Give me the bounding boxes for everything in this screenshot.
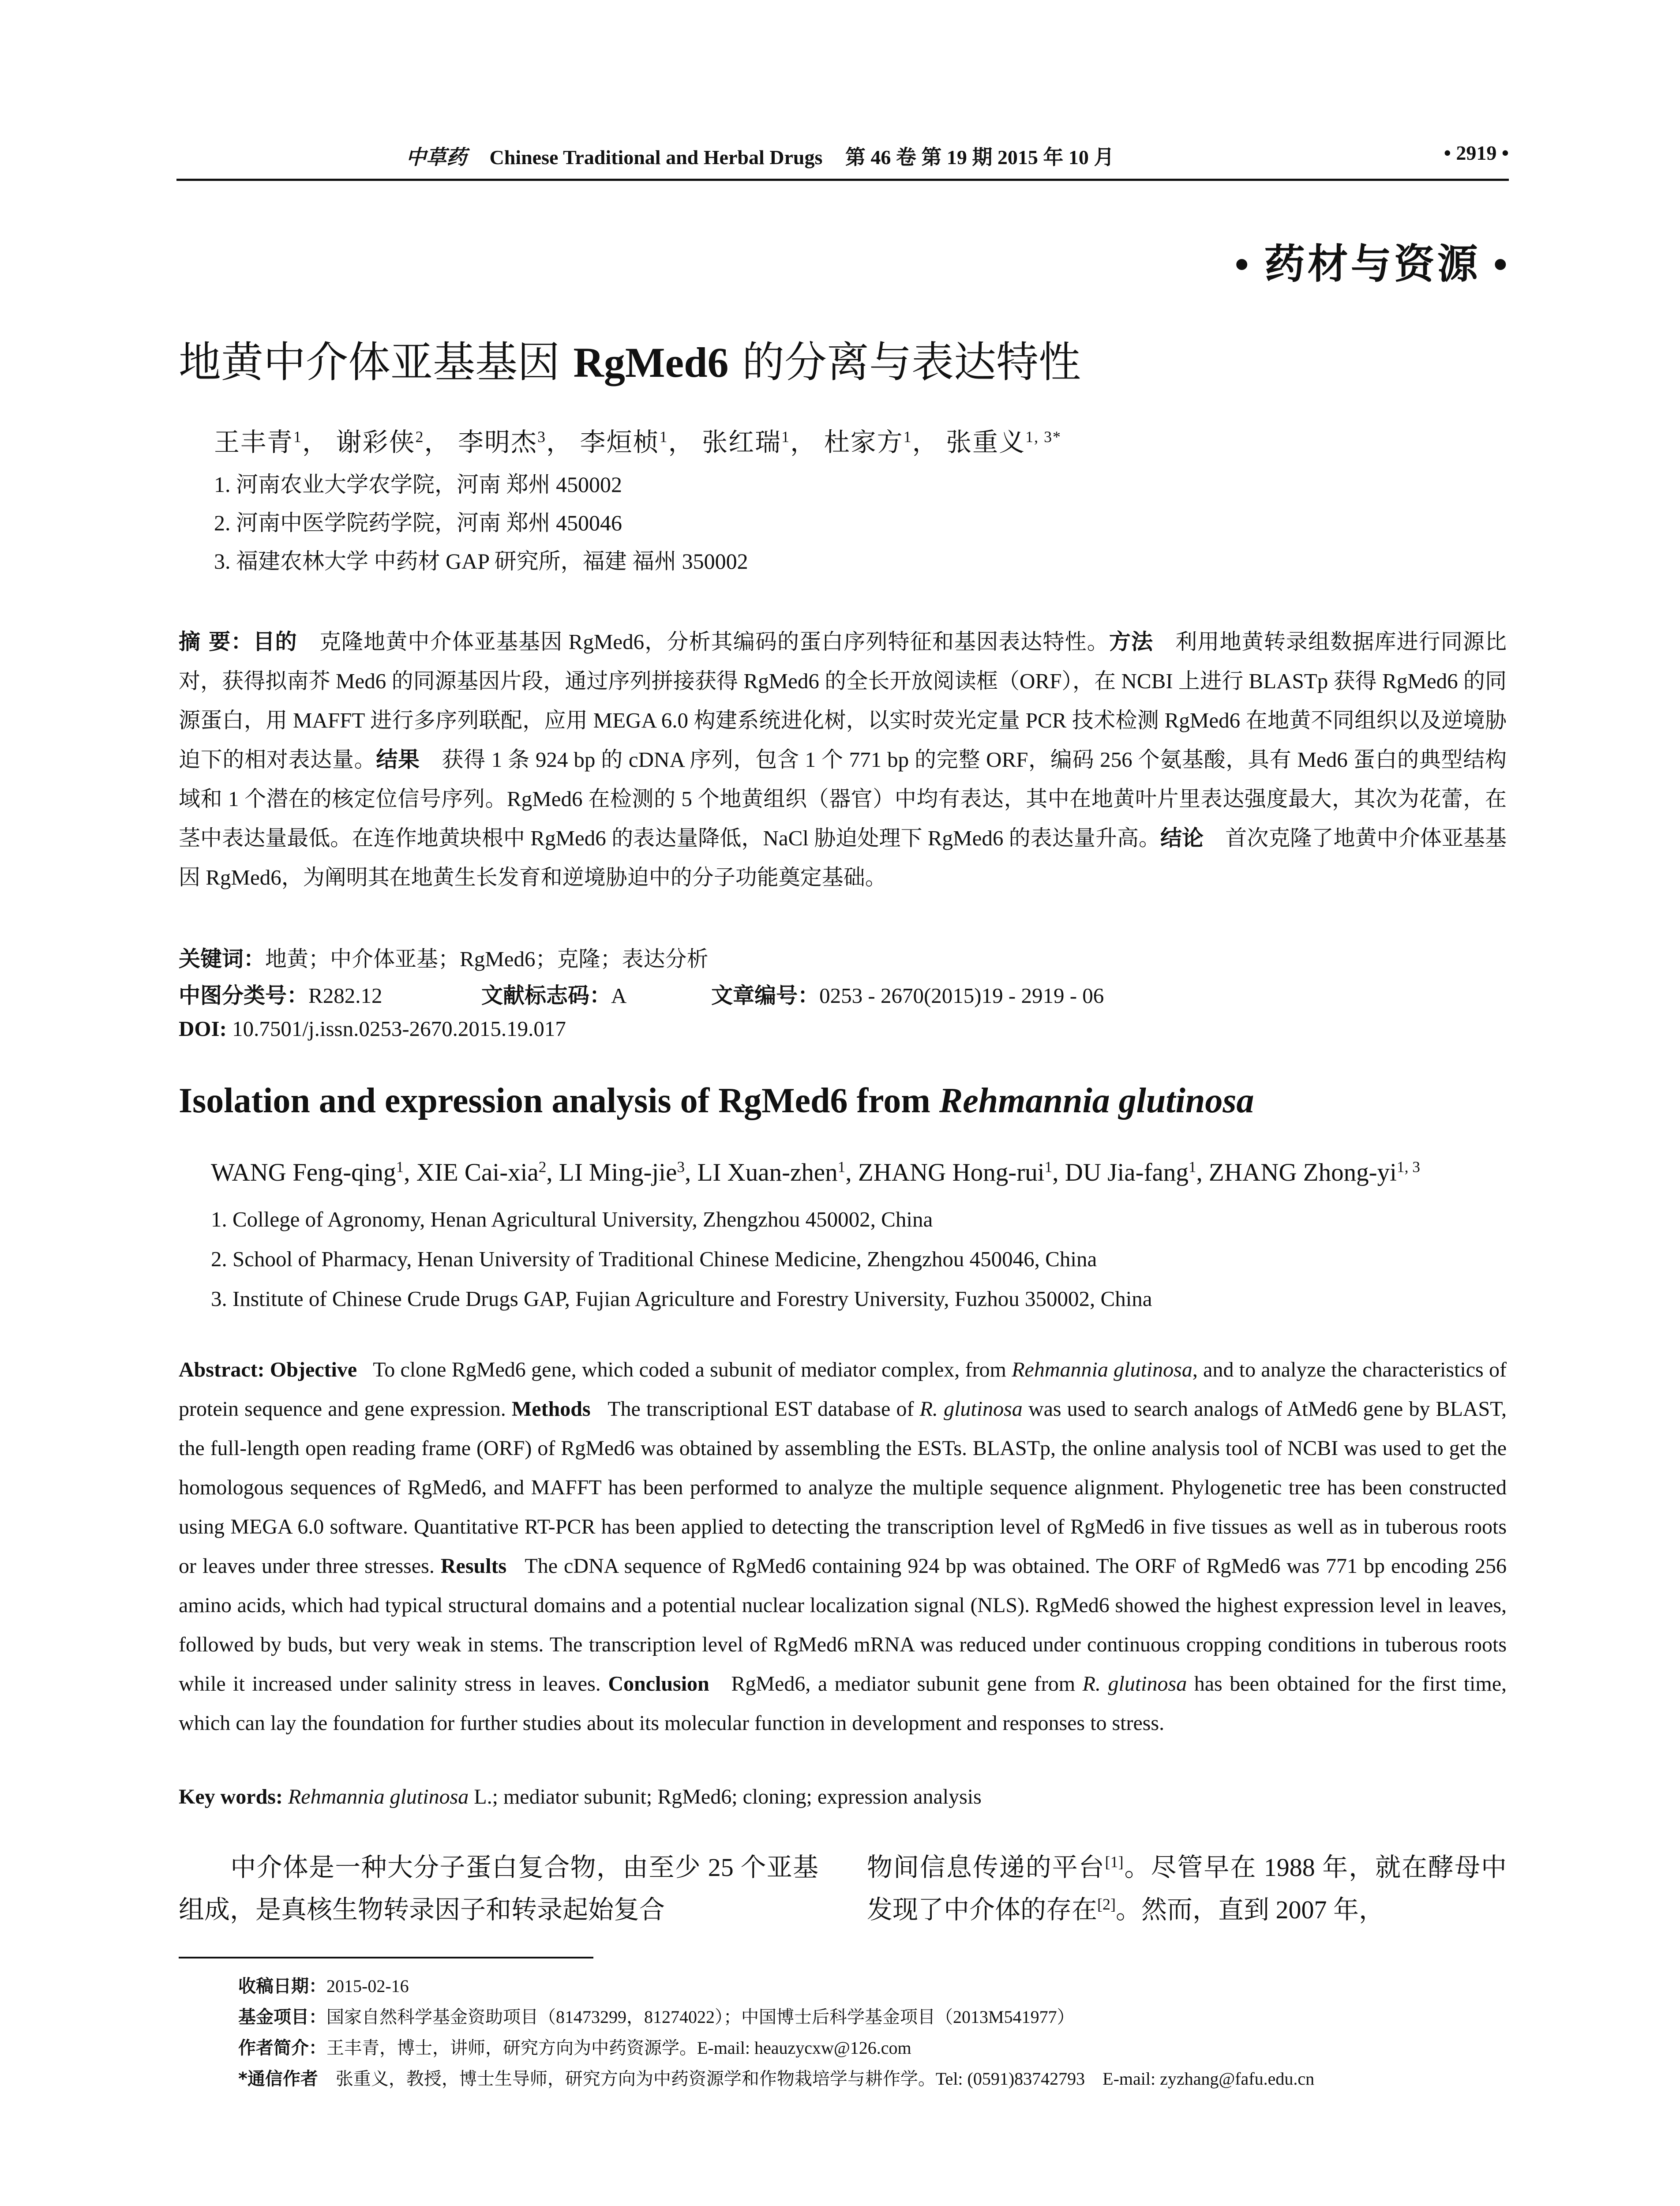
affiliation-cn: 3. 福建农林大学 中药材 GAP 研究所，福建 福州 350002 — [214, 549, 748, 574]
conclusion-label-cn: 结论 — [1160, 825, 1204, 851]
abstract-cn — [179, 622, 1507, 897]
author-cn: 王丰青$^1$ — [214, 428, 302, 457]
citation-ref[interactable]: [2] — [1097, 1895, 1116, 1913]
author-cn: 杜家方$^1$ — [824, 428, 912, 457]
authors-cn: 王丰青$^1$， 谢彩侠$^2$， 李明杰$^3$， 李烜桢$^1$， 张红瑞$^1$， 杜家方$^1$， 张重义$^{1, 3*}$ — [214, 428, 1062, 457]
affiliation-cn: 1. 河南农业大学农学院，河南 郑州 450002 — [214, 472, 622, 497]
title-en-species: Rehmannia glutinosa — [939, 1081, 1254, 1120]
footnote-rule — [179, 1957, 593, 1958]
abstract-cn-label: 摘 要： — [179, 629, 253, 654]
authors-en: WANG Feng-qing$^1$, XIE Cai-xia$^2$, LI Ming-jie$^3$, LI Xuan-zhen$^1$, ZHANG Hong-rui$^1$, DU Jia-fang$^1$, ZHANG Zhong-yi$^{1, 3}$ — [211, 1158, 1420, 1186]
results-label-cn: 结果 — [376, 747, 420, 772]
author-en: ZHANG Zhong-yi$^{1, 3}$ — [1209, 1158, 1420, 1186]
author-en: ZHANG Hong-rui$^1$ — [858, 1158, 1053, 1186]
doi-link[interactable]: 10.7501/j.issn.0253-2670.2015.19.017 — [232, 1017, 566, 1041]
footnote-received: 收稿日期：2015-02-16 — [238, 1976, 409, 1996]
conclusion-label-en: Conclusion — [608, 1672, 709, 1696]
author-cn: 张重义$^{1, 3*}$ — [946, 428, 1062, 457]
author-cn: 谢彩侠$^2$ — [336, 428, 424, 457]
author-cn: 李明杰$^3$ — [458, 428, 547, 457]
methods-label-cn: 方法 — [1109, 629, 1154, 654]
author-en: WANG Feng-qing$^1$ — [211, 1158, 404, 1186]
methods-label-en: Methods — [511, 1397, 591, 1421]
title-en: Isolation and expression analysis of RgMed6 from Rehmannia glutinosa — [179, 1081, 1254, 1120]
footnote-fund: 基金项目：国家自然科学基金资助项目（81473299，81274022）；中国博士后科学基金项目（2013M541977） — [238, 2007, 1075, 2027]
header-rule — [176, 179, 1509, 181]
journal-citation — [406, 141, 1114, 170]
author-en: LI Xuan-zhen$^1$ — [697, 1158, 846, 1186]
citation-ref[interactable]: [1] — [1105, 1853, 1124, 1871]
objective-label-cn: 目的 — [253, 629, 297, 654]
conclusion-cn: 首次克隆了地黄中介体亚基基因 RgMed6，为阐明其在地黄生长发育和逆境胁迫中的分子功能奠定基础。 — [179, 826, 1507, 889]
author-en: LI Ming-jie$^3$ — [559, 1158, 685, 1186]
body-column-right: 物间信息传递的平台[1]。尽管早在 1988 年，就在酵母中发现了中介体的存在[2]。然而，直到 2007 年， — [867, 1853, 1507, 1924]
keywords-cn: 关键词：地黄；中介体亚基；RgMed6；克隆；表达分析 — [179, 946, 709, 972]
title-cn-pre: 地黄中介体亚基基因 — [179, 338, 574, 387]
methods-cn: 利用地黄转录组数据库进行同源比对，获得拟南芥 Med6 的同源基因片段，通过序列拼接获得 RgMed6 的全长开放阅读框（ORF），在 NCBI 上进行 BLASTp 获得 RgMed6 的同源蛋白，用 MAFFT 进行多序列联配，应用 MEGA 6.0 构建系统进化树，以实时荧光定量 PCR 技术检测 RgMed6 在地黄不同组织以及逆境胁迫下的相对表达量。 — [179, 630, 1507, 772]
journal-name-cn: 中草药 — [406, 145, 467, 169]
abstract-en-label: Abstract: — [179, 1358, 265, 1381]
results-label-en: Results — [440, 1554, 507, 1578]
author-en: XIE Cai-xia$^2$ — [416, 1158, 547, 1186]
body-column-left: 中介体是一种大分子蛋白复合物，由至少 25 个亚基组成，是真核生物转录因子和转录起始复合 — [179, 1853, 818, 1924]
doi: DOI: 10.7501/j.issn.0253-2670.2015.19.017 — [179, 1017, 566, 1041]
keywords-en: Key words: Rehmannia glutinosa L.; mediator subunit; RgMed6; cloning; expression analysis — [179, 1785, 982, 1808]
clc-number: R282.12 — [308, 983, 382, 1008]
footnote-author: 作者简介：王丰青，博士，讲师，研究方向为中药资源学。E-mail: heauzycxw@126.com — [238, 2038, 911, 2058]
classification-cn: 中图分类号：R282.12 文献标志码：A 文章编号：0253 - 2670(2015)19 - 2919 - 06 — [179, 983, 1104, 1008]
journal-issue: 第 46 卷 第 19 期 2015 年 10 月 — [845, 146, 1114, 169]
objective-cn: 克隆地黄中介体亚基基因 RgMed6，分析其编码的蛋白序列特征和基因表达特性。 — [319, 630, 1109, 654]
affiliation-en: 1. College of Agronomy, Henan Agricultural University, Zhengzhou 450002, China — [211, 1207, 933, 1231]
journal-name-en: Chinese Traditional and Herbal Drugs — [489, 146, 823, 169]
running-header — [176, 141, 1509, 176]
affiliation-en: 2. School of Pharmacy, Henan University of Traditional Chinese Medicine, Zhengzhou 450046, China — [211, 1247, 1097, 1271]
article-number: 0253 - 2670(2015)19 - 2919 - 06 — [819, 983, 1104, 1008]
document-code: A — [611, 983, 626, 1008]
title-cn — [179, 329, 1081, 389]
affiliation-cn: 2. 河南中医学院药学院，河南 郑州 450046 — [214, 510, 622, 535]
abstract-en: Abstract: Objective To clone RgMed6 gene, which coded a subunit of mediator complex, from Rehmannia glutinosa, and to analyze the characteristics of protein sequence and gene expression. Methods The transcriptional EST database of R. glutinosa was used to search analogs of AtMed6 gene by BLAST, the full-length open reading frame (ORF) of RgMed6 was obtained by assembling the ESTs. BLASTp, the online analysis tool of NCBI was used to get the homologous sequences of RgMed6, and MAFFT has been performed to analyze the multiple sequence alignment. Phylogenetic tree has been constructed using MEGA 6.0 software. Quantitative RT-PCR has been applied to detecting the transcription level of RgMed6 in five tissues as well as in tuberous roots or leaves under three stresses. Results The cDNA sequence of RgMed6 containing 924 bp was obtained. The ORF of RgMed6 was 771 bp encoding 256 amino acids, which had typical structural domains and a potential nuclear localization signal (NLS). RgMed6 showed the highest expression level in leaves, followed by buds, but very weak in stems. The transcription level of RgMed6 mRNA was reduced under continuous cropping conditions in tuberous roots while it increased under salinity stress in leaves. Conclusion RgMed6, a mediator subunit gene from R. glutinosa has been obtained for the first time, which can lay the foundation for further studies about its molecular function in development and responses to stress. — [179, 1358, 1507, 1735]
author-en: DU Jia-fang$^1$ — [1065, 1158, 1196, 1186]
results-cn: 获得 1 条 924 bp 的 cDNA 序列，包含 1 个 771 bp 的完整 ORF，编码 256 个氨基酸，具有 Med6 蛋白的典型结构域和 1 个潜在的核定位信号序列。RgMed6 在检测的 5 个地黄组织（器官）中均有表达，其中在地黄叶片里表达强度最大，其次为花蕾，在茎中表达量最低。在连作地黄块根中 RgMed6 的表达量降低，NaCl 胁迫处理下 RgMed6 的表达量升高。 — [179, 747, 1507, 850]
author-cn: 李烜桢$^1$ — [580, 428, 668, 457]
objective-label-en: Objective — [270, 1358, 357, 1381]
author-cn: 张红瑞$^1$ — [702, 428, 791, 457]
page-number: • 2919 • — [1444, 142, 1509, 164]
title-cn-gene: RgMed6 — [573, 339, 729, 386]
affiliation-en: 3. Institute of Chinese Crude Drugs GAP, Fujian Agriculture and Forestry University, Fuzhou 350002, China — [211, 1287, 1152, 1311]
title-cn-post: 的分离与表达特性 — [728, 338, 1081, 387]
footnote-correspondence: *通信作者 张重义，教授，博士生导师，研究方向为中药资源学和作物栽培学与耕作学。Tel: (0591)83742793 E-mail: zyzhang@fafu.edu.cn — [238, 2069, 1315, 2089]
section-tag: • 药材与资源 • — [1234, 242, 1510, 287]
